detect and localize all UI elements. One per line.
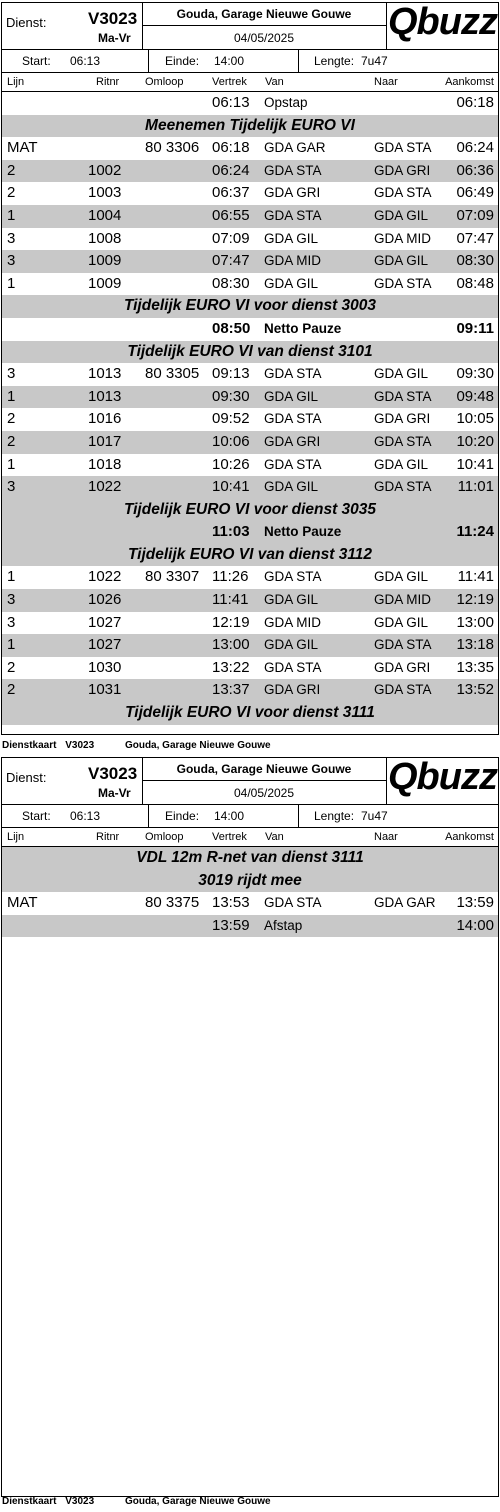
days-label: Ma-Vr <box>98 786 131 800</box>
cell-omloop: 80 3306 <box>145 139 200 157</box>
cell-ritnr: 1009 <box>88 274 122 292</box>
cell-lijn: 2 <box>7 184 16 202</box>
cell-van: GDA STA <box>264 366 322 382</box>
cell-ritnr: 1016 <box>88 410 122 428</box>
cell-naar: GDA GIL <box>374 456 429 472</box>
einde-label: Einde: <box>165 54 200 68</box>
cell-van: GDA GIL <box>264 230 319 246</box>
cell-naar: GDA STA <box>374 185 432 201</box>
cell-van: GDA MID <box>264 614 322 630</box>
table-row <box>2 182 498 205</box>
section-heading-text: Tijdelijk EURO VI voor dienst 3035 <box>123 500 377 518</box>
col-ritnr: Ritnr <box>96 76 120 88</box>
footer-label: Dienstkaart <box>2 1496 57 1507</box>
cell-lijn: 2 <box>7 410 16 428</box>
section-heading <box>2 544 498 567</box>
table-row <box>2 612 498 635</box>
section-heading <box>2 499 498 522</box>
lengte-value: 7u47 <box>361 54 388 68</box>
section-heading <box>2 115 498 138</box>
cell-ritnr: 1026 <box>88 591 122 609</box>
section-heading-text: 3019 rijdt mee <box>198 871 302 889</box>
page-header <box>2 3 498 50</box>
cell-aankomst: 09:30 <box>456 365 494 383</box>
cell-ritnr: 1027 <box>88 613 122 631</box>
cell-vertrek: 07:09 <box>212 229 250 247</box>
pause-label: Netto Pauze <box>264 320 342 336</box>
lengte-label: Lengte: <box>314 54 355 68</box>
cell-lijn: 1 <box>7 274 16 292</box>
cell-van: GDA STA <box>264 569 322 585</box>
cell-naar: GDA GRI <box>374 659 431 675</box>
cell-lijn: 2 <box>7 432 16 450</box>
table-row <box>2 408 498 431</box>
garage-name: Gouda, Garage Nieuwe Gouwe <box>176 762 352 776</box>
cell-aankomst: 07:47 <box>456 229 494 247</box>
cell-lijn: 1 <box>7 387 16 405</box>
cell-ritnr: 1017 <box>88 432 122 450</box>
table-row <box>2 431 498 454</box>
cell-naar: GDA STA <box>374 140 432 156</box>
pause-end: 11:24 <box>456 523 494 541</box>
cell-aankomst: 12:19 <box>456 591 494 609</box>
einde-label: Einde: <box>165 809 200 823</box>
col-lijn: Lijn <box>7 831 25 843</box>
table-row <box>2 137 498 160</box>
cell-vertrek: 13:37 <box>212 681 250 699</box>
cell-naar: GDA GIL <box>374 253 429 269</box>
cell-vertrek: 06:37 <box>212 184 250 202</box>
divider <box>386 758 387 804</box>
cell-vertrek: 06:18 <box>212 139 250 157</box>
cell-vertrek: 07:47 <box>212 252 250 270</box>
cell-vertrek: 12:19 <box>212 613 250 631</box>
cell-ritnr: 1030 <box>88 658 122 676</box>
divider <box>148 805 149 827</box>
col-vertrek: Vertrek <box>212 831 247 843</box>
cell-naar: GDA STA <box>374 433 432 449</box>
cell-vertrek: 08:30 <box>212 274 250 292</box>
cell-lijn: 3 <box>7 229 16 247</box>
cell-van: GDA GIL <box>264 275 319 291</box>
cell-van: GDA STA <box>264 207 322 223</box>
col-ritnr: Ritnr <box>96 831 120 843</box>
cell-naar: GDA STA <box>374 388 432 404</box>
start-value: 06:13 <box>70 809 101 823</box>
cell-vertrek: 06:13 <box>212 94 250 111</box>
section-heading <box>2 341 498 364</box>
schedule-rows <box>2 92 498 725</box>
section-heading <box>2 847 498 870</box>
cell-vertrek: 13:53 <box>212 894 250 912</box>
table-row <box>2 915 498 938</box>
days-label: Ma-Vr <box>98 31 131 45</box>
section-heading-text: Tijdelijk EURO VI van dienst 3112 <box>127 545 373 563</box>
cell-van: GDA GRI <box>264 185 321 201</box>
cell-aankomst: 13:52 <box>456 681 494 699</box>
footer-dienst: V3023 <box>65 740 95 751</box>
section-heading-text: Tijdelijk EURO VI voor dienst 3003 <box>123 297 377 315</box>
date: 04/05/2025 <box>233 31 295 45</box>
cell-van: GDA STA <box>264 895 322 911</box>
table-row <box>2 250 498 273</box>
cell-ritnr: 1018 <box>88 455 122 473</box>
cell-naar: GDA GRI <box>374 162 431 178</box>
cell-aankomst: 08:48 <box>456 274 494 292</box>
table-row <box>2 228 498 251</box>
section-heading-text: VDL 12m R-net van dienst 3111 <box>136 849 364 866</box>
pause-label: Netto Pauze <box>264 524 342 540</box>
column-headers <box>2 828 498 847</box>
col-aankomst: Aankomst <box>445 831 494 843</box>
col-naar: Naar <box>374 831 398 843</box>
col-lijn: Lijn <box>7 76 25 88</box>
cell-lijn: 3 <box>7 478 16 496</box>
cell-omloop: 80 3375 <box>145 894 200 912</box>
cell-ritnr: 1013 <box>88 387 122 405</box>
table-row <box>2 679 498 702</box>
cell-vertrek: 10:26 <box>212 455 250 473</box>
table-row <box>2 386 498 409</box>
dienst-value: V3023 <box>88 9 138 28</box>
cell-vertrek: 09:30 <box>212 387 250 405</box>
section-heading-text: Tijdelijk EURO VI van dienst 3101 <box>127 342 373 360</box>
footer-garage: Gouda, Garage Nieuwe Gouwe <box>124 740 271 751</box>
table-row <box>2 634 498 657</box>
column-headers <box>2 73 498 92</box>
qbuzz-logo: Qbuzz <box>388 756 497 798</box>
schedule-rows <box>2 847 498 937</box>
cell-vertrek: 09:52 <box>212 410 250 428</box>
cell-vertrek: 11:41 <box>212 591 249 609</box>
cell-lijn: 1 <box>7 206 16 224</box>
section-heading <box>2 702 498 725</box>
col-omloop: Omloop <box>145 831 184 843</box>
footer-garage: Gouda, Garage Nieuwe Gouwe <box>124 1496 271 1507</box>
cell-naar: GDA GIL <box>374 366 429 382</box>
cell-vertrek: 10:06 <box>212 432 250 450</box>
table-row <box>2 657 498 680</box>
cell-van: GDA GAR <box>264 140 326 156</box>
cell-aankomst: 06:36 <box>456 161 494 179</box>
shift-info-bar <box>2 805 498 828</box>
page-footer <box>2 1496 271 1507</box>
cell-van: GDA GRI <box>264 433 321 449</box>
cell-vertrek: 09:13 <box>212 365 250 383</box>
cell-naar: GDA STA <box>374 682 432 698</box>
dienst-label: Dienst: <box>6 15 47 30</box>
cell-lijn: 1 <box>7 455 16 473</box>
cell-aankomst: 14:00 <box>456 916 494 934</box>
cell-ritnr: 1002 <box>88 161 122 179</box>
cell-ritnr: 1031 <box>88 681 122 699</box>
table-row <box>2 454 498 477</box>
cell-naar: GDA STA <box>374 479 432 495</box>
cell-lijn: 3 <box>7 365 16 383</box>
cell-van: GDA STA <box>264 456 322 472</box>
lengte-value: 7u47 <box>361 809 388 823</box>
dienstkaart-page-2 <box>1 757 499 1497</box>
cell-vertrek: 06:24 <box>212 161 250 179</box>
cell-van: GDA STA <box>264 659 322 675</box>
cell-aankomst: 10:41 <box>456 455 494 473</box>
section-heading <box>2 870 498 893</box>
cell-van: GDA GIL <box>264 637 319 653</box>
col-omloop: Omloop <box>145 76 184 88</box>
table-row <box>2 589 498 612</box>
cell-lijn: 2 <box>7 161 16 179</box>
cell-ritnr: 1013 <box>88 365 122 383</box>
page-footer <box>2 740 271 751</box>
cell-vertrek: 13:00 <box>212 636 250 654</box>
page-header <box>2 758 498 805</box>
cell-aankomst: 11:01 <box>457 478 494 496</box>
cell-aankomst: 10:20 <box>456 432 494 450</box>
cell-ritnr: 1022 <box>88 478 122 496</box>
cell-aankomst: 10:05 <box>456 410 494 428</box>
shift-info-bar <box>2 50 498 73</box>
cell-ritnr: 1009 <box>88 252 122 270</box>
cell-aankomst: 13:18 <box>456 636 494 654</box>
cell-ritnr: 1003 <box>88 184 122 202</box>
divider <box>386 3 387 49</box>
cell-aankomst: 06:24 <box>456 139 494 157</box>
table-row <box>2 160 498 183</box>
cell-lijn: 2 <box>7 658 16 676</box>
cell-lijn: 2 <box>7 681 16 699</box>
cell-van: GDA GIL <box>264 388 319 404</box>
cell-aankomst: 13:59 <box>456 894 494 912</box>
cell-ritnr: 1027 <box>88 636 122 654</box>
cell-naar: GDA GIL <box>374 569 429 585</box>
pause-start: 11:03 <box>212 523 250 541</box>
section-heading <box>2 295 498 318</box>
cell-van: GDA STA <box>264 411 322 427</box>
cell-van: GDA STA <box>264 162 322 178</box>
einde-value: 14:00 <box>214 54 245 68</box>
cell-aankomst: 07:09 <box>456 206 494 224</box>
table-row <box>2 205 498 228</box>
divider <box>298 805 299 827</box>
cell-ritnr: 1004 <box>88 206 122 224</box>
cell-aankomst: 06:49 <box>456 184 494 202</box>
col-van: Van <box>265 831 284 843</box>
cell-omloop: 80 3305 <box>145 365 200 383</box>
cell-lijn: 3 <box>7 252 16 270</box>
cell-aankomst: 06:18 <box>456 94 494 111</box>
cell-van: GDA GIL <box>264 592 319 608</box>
divider <box>298 50 299 72</box>
date: 04/05/2025 <box>233 786 295 800</box>
divider <box>142 25 386 26</box>
table-row <box>2 92 498 115</box>
cell-naar: GDA GAR <box>374 895 436 911</box>
cell-aankomst: 11:41 <box>457 568 494 586</box>
pause-row <box>2 521 498 544</box>
col-naar: Naar <box>374 76 398 88</box>
cell-ritnr: 1022 <box>88 568 122 586</box>
cell-aankomst: 09:48 <box>456 387 494 405</box>
footer-dienst: V3023 <box>65 1496 95 1507</box>
cell-vertrek: 06:55 <box>212 206 250 224</box>
start-value: 06:13 <box>70 54 101 68</box>
cell-lijn: 3 <box>7 591 16 609</box>
col-van: Van <box>265 76 284 88</box>
start-label: Start: <box>22 809 51 823</box>
table-row <box>2 566 498 589</box>
cell-lijn: MAT <box>7 894 38 912</box>
cell-van: GDA GRI <box>264 682 321 698</box>
cell-lijn: 3 <box>7 613 16 631</box>
dienst-value: V3023 <box>88 764 138 783</box>
lengte-label: Lengte: <box>314 809 355 823</box>
cell-aankomst: 13:00 <box>456 613 494 631</box>
cell-lijn: MAT <box>7 139 38 157</box>
dienstkaart-page-1 <box>1 2 499 735</box>
table-row <box>2 363 498 386</box>
cell-van: GDA GIL <box>264 479 319 495</box>
cell-van: GDA MID <box>264 253 322 269</box>
start-label: Start: <box>22 54 51 68</box>
cell-vertrek: 11:26 <box>212 568 249 586</box>
qbuzz-logo: Qbuzz <box>388 1 497 43</box>
cell-ritnr: 1008 <box>88 229 122 247</box>
pause-end: 09:11 <box>456 319 494 337</box>
footer-label: Dienstkaart <box>2 740 57 751</box>
cell-naar: GDA GIL <box>374 614 429 630</box>
pause-start: 08:50 <box>212 319 251 337</box>
cell-naar: GDA MID <box>374 230 432 246</box>
divider <box>142 780 386 781</box>
section-heading-text: Tijdelijk EURO VI voor dienst 3111 <box>125 704 375 722</box>
cell-van: Opstap <box>264 95 308 110</box>
cell-van: Afstap <box>264 917 303 933</box>
cell-naar: GDA MID <box>374 592 432 608</box>
table-row <box>2 892 498 915</box>
cell-omloop: 80 3307 <box>145 568 200 586</box>
col-aankomst: Aankomst <box>445 76 494 88</box>
divider <box>148 50 149 72</box>
garage-name: Gouda, Garage Nieuwe Gouwe <box>176 7 352 21</box>
cell-naar: GDA GRI <box>374 411 431 427</box>
cell-naar: GDA STA <box>374 637 432 653</box>
cell-aankomst: 13:35 <box>456 658 494 676</box>
cell-vertrek: 10:41 <box>212 478 250 496</box>
section-heading-text: Meenemen Tijdelijk EURO VI <box>145 116 355 134</box>
cell-naar: GDA GIL <box>374 207 429 223</box>
cell-aankomst: 08:30 <box>456 252 494 270</box>
table-row <box>2 273 498 296</box>
dienst-label: Dienst: <box>6 770 47 785</box>
cell-naar: GDA STA <box>374 275 432 291</box>
cell-vertrek: 13:59 <box>212 916 250 934</box>
cell-vertrek: 13:22 <box>212 658 250 676</box>
einde-value: 14:00 <box>214 809 245 823</box>
col-vertrek: Vertrek <box>212 76 247 88</box>
table-row <box>2 476 498 499</box>
cell-lijn: 1 <box>7 636 16 654</box>
pause-row <box>2 318 498 341</box>
cell-lijn: 1 <box>7 568 16 586</box>
